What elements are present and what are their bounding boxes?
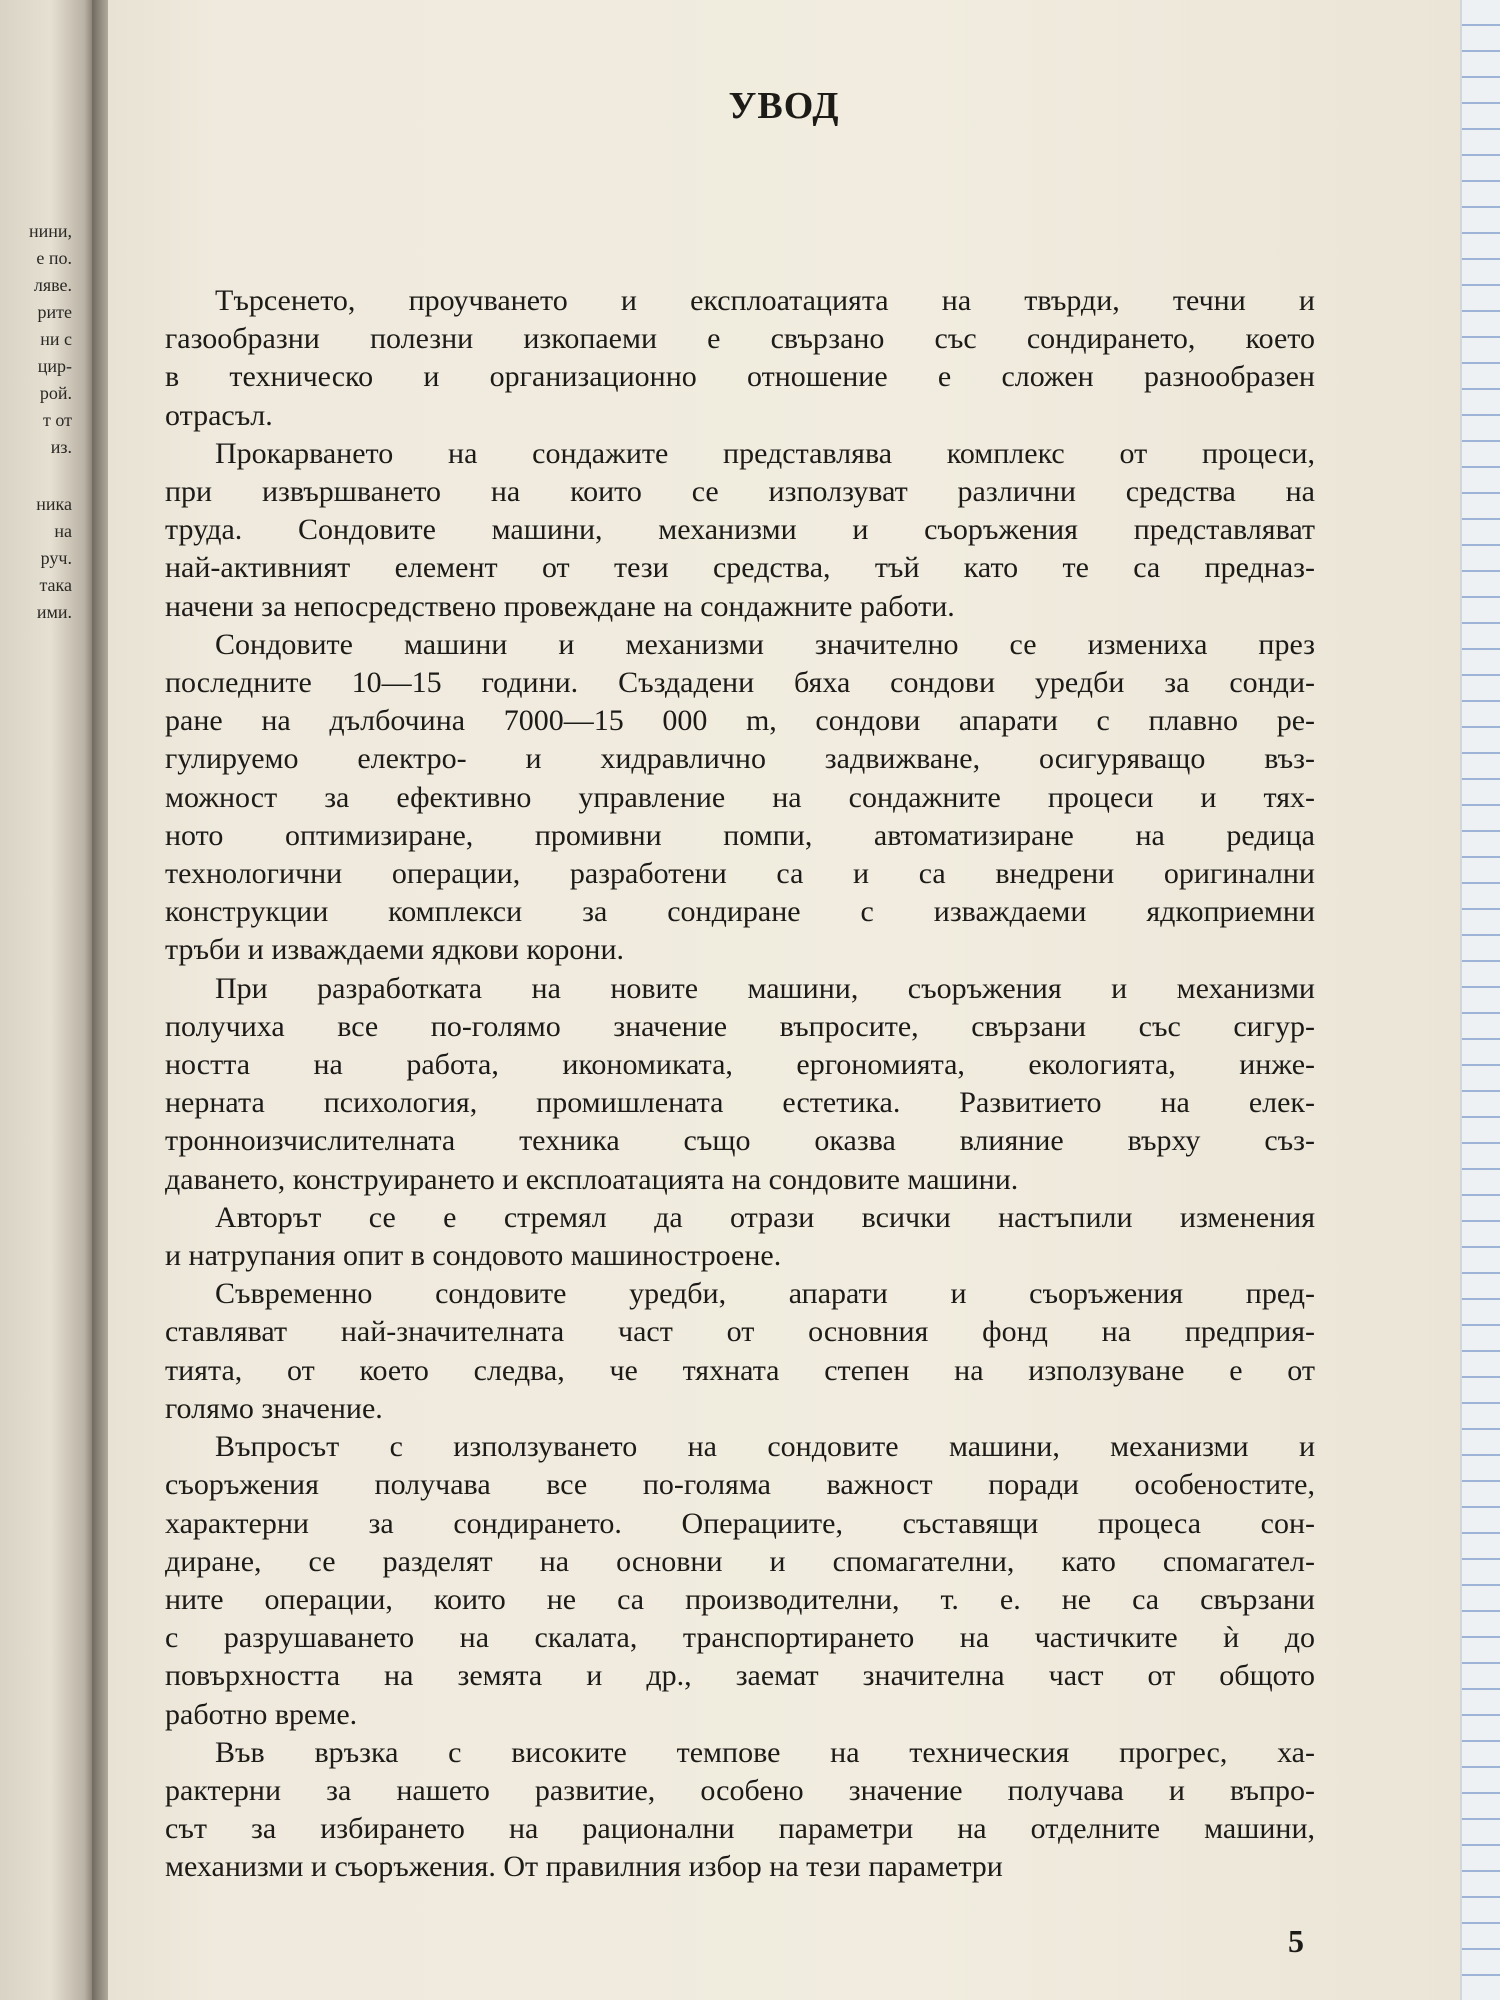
text-line: начени за непосредствено провеждане на сондажните работи. <box>165 589 955 623</box>
text-line: рактерни за нашето развитие, особено значение получава и въпро- <box>165 1773 1315 1807</box>
page-body <box>165 282 1315 1887</box>
text-line: При разработката на новите машини, съоръжения и механизми <box>215 971 1315 1005</box>
text-line: Съвременно сондовите уредби, апарати и съоръжения пред- <box>215 1277 1315 1311</box>
text-line: конструкции комплекси за сондиране с изваждаеми ядкоприемни <box>165 895 1315 929</box>
previous-page-gap <box>0 461 72 491</box>
text-line: ността на работа, икономиката, ергономията, екологията, инже- <box>165 1048 1315 1082</box>
text-line: нерната психология, промишлената естетика. Развитието на елек- <box>165 1086 1315 1120</box>
text-line: гулируемо електро- и хидравлично задвижване, осигуряващо въз- <box>165 742 1315 776</box>
previous-page-line: така <box>39 575 72 595</box>
text-line: и натрупания опит в сондовото машиностроене. <box>165 1239 782 1273</box>
previous-page-text <box>0 218 72 626</box>
text-line: труда. Сондовите машини, механизми и съоръжения представляват <box>165 513 1315 547</box>
text-line: при извършването на които се използуват различни средства на <box>165 475 1315 509</box>
previous-page-line: т от <box>43 410 72 430</box>
text-line: ставляват най-значителната част от основния фонд на предприя- <box>165 1315 1315 1349</box>
previous-page-line: рой. <box>39 383 72 403</box>
text-line: последните 10—15 години. Създадени бяха сондови уредби за сонди- <box>165 666 1315 700</box>
text-line: Въпросът с използуването на сондовите машини, механизми и <box>215 1430 1315 1464</box>
previous-page-line: ника <box>36 494 72 514</box>
text-line: Търсенето, проучването и експлоатацията на твърди, течни и <box>215 284 1315 317</box>
previous-page-line: на <box>54 521 72 541</box>
text-line: даването, конструирането и експлоатацията на сондовите машини. <box>165 1162 1019 1196</box>
text-line: технологични операции, разработени са и са внедрени оригинални <box>165 857 1315 891</box>
text-line: Във връзка с високите темпове на техническия прогрес, ха- <box>215 1735 1315 1769</box>
page-title: УВОД <box>728 85 840 127</box>
text-line: най-активният елемент от тези средства, тъй като те са предназ- <box>165 551 1315 585</box>
text-line: работно време. <box>165 1697 358 1731</box>
notebook-paper <box>1460 0 1500 2000</box>
previous-page-line: нини, <box>28 221 72 241</box>
text-line: Авторът се е стремял да отрази всички настъпили изменения <box>215 1200 1315 1234</box>
text-line: в техническо и организационно отношение е сложен разнообразен <box>165 360 1315 394</box>
previous-page-line: руч. <box>40 548 72 568</box>
text-line: сът за избирането на рационални параметри на отделните машини, <box>165 1812 1315 1846</box>
previous-page-line: рите <box>37 302 72 322</box>
previous-page-edge <box>0 0 92 2000</box>
text-line: механизми и съоръжения. От правилния избор на тези параметри <box>165 1850 1003 1884</box>
text-line: голямо значение. <box>165 1391 383 1425</box>
previous-page-line: е по. <box>36 248 72 268</box>
text-line: отрасъл. <box>165 398 273 432</box>
text-line: характерни за сондирането. Операциите, съставящи процеса сон- <box>165 1506 1315 1540</box>
text-line: съоръжения получава все по-голяма важност поради особеностите, <box>165 1468 1315 1502</box>
text-line: с разрушаването на скалата, транспортирането на частичките ѝ до <box>165 1621 1315 1655</box>
text-line: ното оптимизиране, промивни помпи, автоматизиране на редица <box>165 818 1315 852</box>
previous-page-line: ими. <box>36 602 72 622</box>
text-line: тръби и изваждаеми ядкови корони. <box>165 933 625 967</box>
previous-page-line: ни с <box>40 329 72 349</box>
text-line: диране, се разделят на основни и спомагателни, като спомагател- <box>165 1544 1315 1578</box>
text-line: Прокарването на сондажите представлява комплекс от процеси, <box>215 436 1315 470</box>
previous-page-line: из. <box>50 437 72 457</box>
previous-page-line: ляве. <box>33 275 72 295</box>
text-line: газообразни полезни изкопаеми е свързано със сондирането, което <box>165 322 1315 356</box>
text-line: получиха все по-голямо значение въпросите, свързани със сигур- <box>165 1009 1315 1043</box>
text-line: ране на дълбочина 7000—15 000 m, сондови апарати с плавно ре- <box>165 704 1315 738</box>
text-line: ните операции, които не са производителни, т. е. не са свързани <box>165 1582 1315 1616</box>
page-number: 5 <box>1288 1923 1304 1959</box>
text-line: можност за ефективно управление на сондажните процеси и тях- <box>165 780 1315 814</box>
text-line: Сондовите машини и механизми значително се измениха през <box>215 627 1315 661</box>
text-line: тията, от което следва, че тяхната степен на използуване е от <box>165 1353 1315 1387</box>
book-page <box>108 0 1460 2000</box>
text-line: тронноизчислителната техника също оказва влияние върху съз- <box>165 1124 1315 1158</box>
text-line: повърхността на земята и др., заемат значителна част от общото <box>165 1659 1315 1693</box>
previous-page-line: цир- <box>37 356 72 376</box>
